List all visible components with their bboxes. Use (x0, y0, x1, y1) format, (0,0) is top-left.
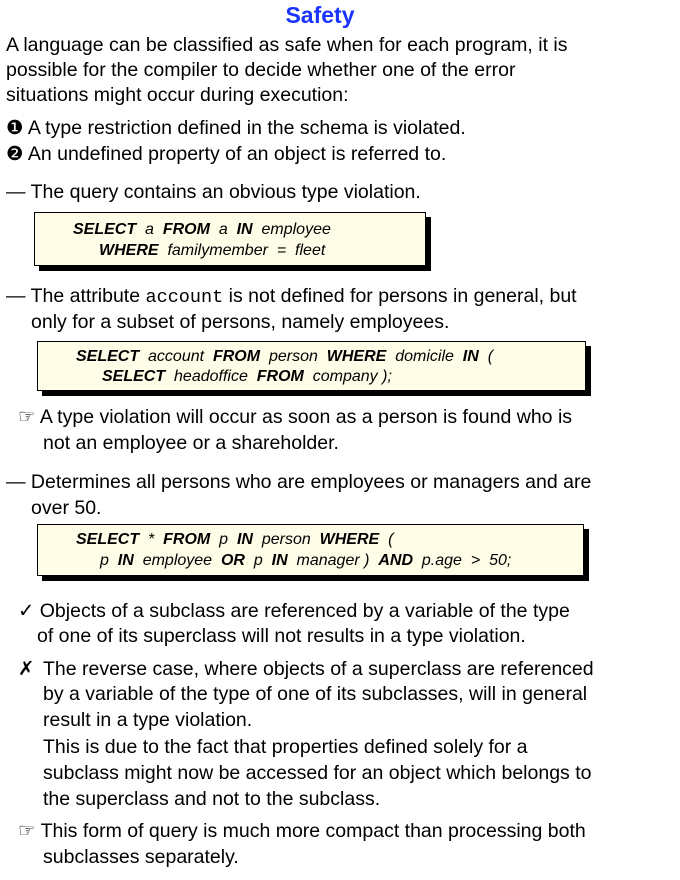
query-2-line-2: SELECT headoffice FROM company ); (102, 368, 392, 385)
cross-line-4: This is due to the fact that properties defined solely for a (43, 736, 528, 758)
example-2-line-1: — The attribute account is not defined for persons in general, but (6, 285, 577, 308)
error-item-1 (6, 116, 466, 141)
page-title: Safety (285, 2, 355, 28)
example-1-text (6, 180, 421, 205)
query-2-line-1: SELECT account FROM person WHERE domicile IN ( (76, 348, 494, 365)
intro-line-2: possible for the compiler to decide whether one of the error (6, 59, 516, 81)
example-2-line-2: only for a subset of persons, namely employees. (31, 311, 450, 333)
cross-line-6: the superclass and not to the subclass. (43, 788, 381, 810)
query-3-line-1: SELECT * FROM p IN person WHERE ( (76, 531, 394, 548)
note-1-line-2: not an employee or a shareholder. (43, 432, 339, 454)
query-1-line-1: SELECT a FROM a IN employee (73, 221, 331, 238)
example-3-line-2: over 50. (31, 497, 102, 519)
dash-icon: — (6, 181, 26, 203)
pointing-hand-icon: ☞ (18, 406, 36, 428)
check-line-1: ✓ Objects of a subclass are referenced by a variable of the type (18, 600, 570, 622)
error-text-1: A type restriction defined in the schema is violated. (27, 117, 466, 139)
cross-icon: ✗ (18, 658, 35, 680)
cross-line-2: by a variable of the type of one of its subclasses, will in general (43, 683, 588, 705)
code-account: account (145, 287, 224, 308)
error-item-2 (6, 142, 446, 167)
example-1-description: The query contains an obvious type violation. (30, 181, 421, 203)
check-line-2: of one of its superclass will not results in a type violation. (37, 625, 526, 647)
query-box-3 (37, 524, 584, 576)
note-2-line-1: ☞ This form of query is much more compact than processing both (18, 820, 586, 842)
cross-line-5: subclass might now be accessed for an object which belongs to (43, 762, 592, 784)
number-1-icon: ❶ (6, 117, 24, 139)
dash-icon: — (6, 285, 26, 307)
note-1-line-1: ☞ A type violation will occur as soon as a person is found who is (18, 406, 573, 428)
pointing-hand-icon: ☞ (18, 820, 36, 842)
cross-line-1: ✗ The reverse case, where objects of a superclass are referenced (18, 658, 594, 680)
query-3-line-2: p IN employee OR p IN manager ) AND p.age > 50; (100, 552, 512, 569)
query-box-2 (37, 341, 586, 391)
query-box-1 (34, 212, 426, 266)
number-2-icon: ❷ (6, 143, 24, 165)
checkmark-icon: ✓ (18, 600, 35, 622)
intro-line-3: situations might occur during execution: (6, 84, 349, 106)
cross-line-3: result in a type violation. (43, 709, 253, 731)
error-text-2: An undefined property of an object is referred to. (27, 143, 447, 165)
example-3-line-1: — Determines all persons who are employees or managers and are (6, 471, 592, 493)
dash-icon: — (6, 471, 26, 493)
query-1-line-2: WHERE familymember = fleet (99, 242, 326, 259)
note-2-line-2: subclasses separately. (43, 846, 239, 868)
intro-line-1: A language can be classified as safe when for each program, it is (6, 34, 568, 56)
